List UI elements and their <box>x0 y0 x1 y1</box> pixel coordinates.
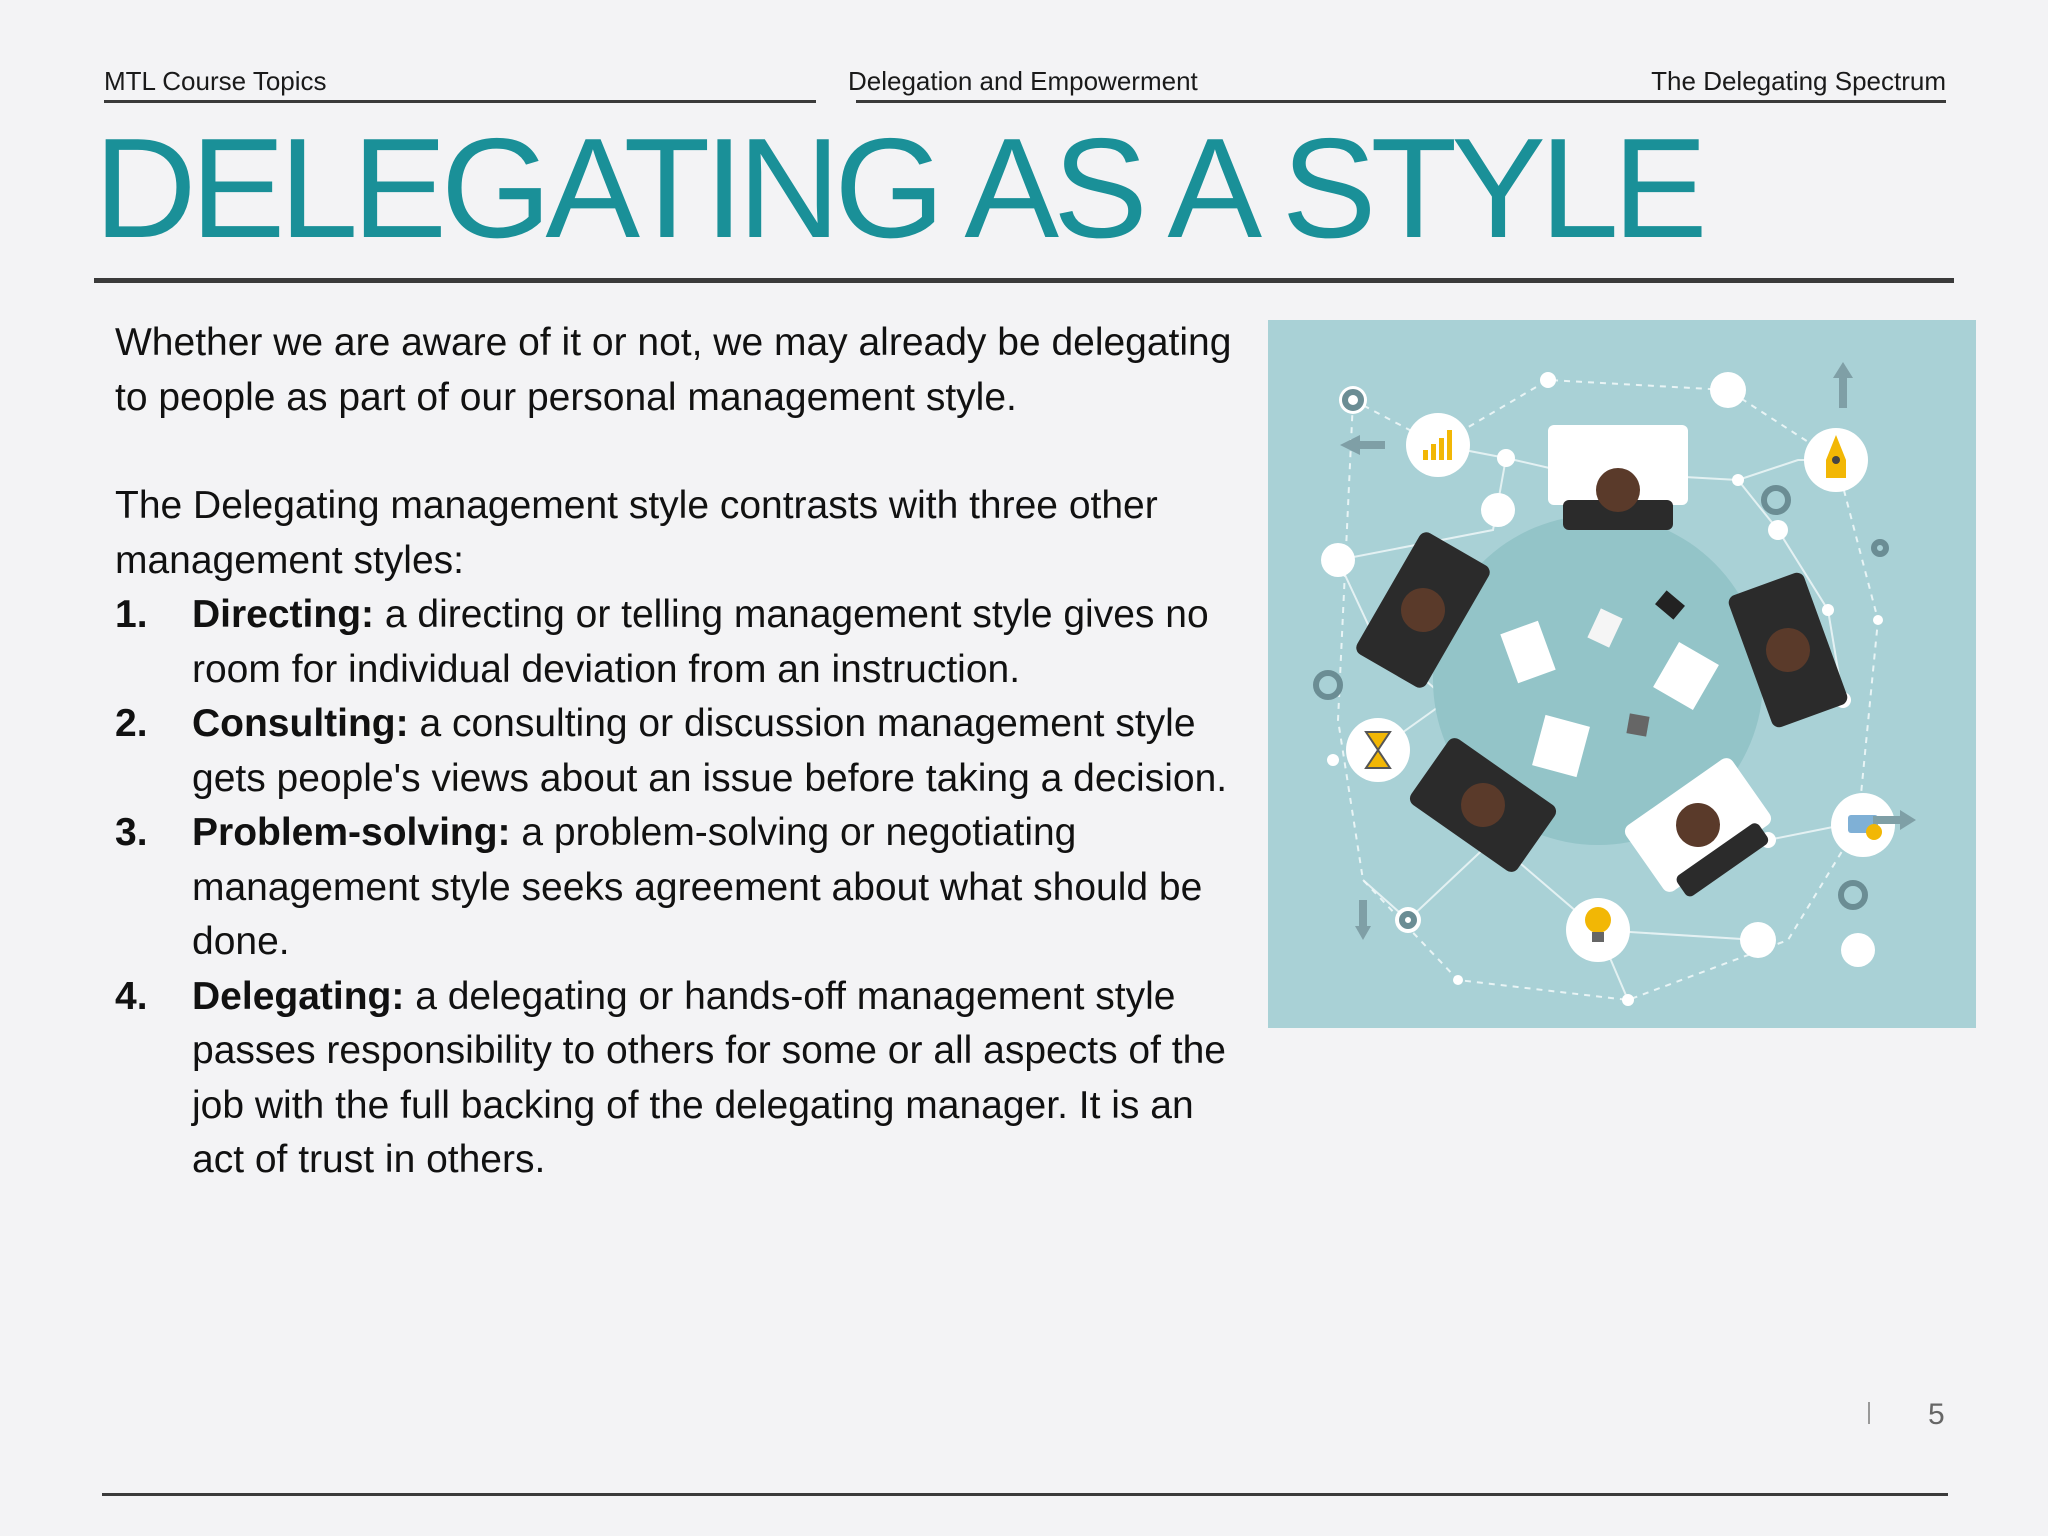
list-number: 2. <box>115 702 148 745</box>
header-center-rule <box>856 100 1946 103</box>
page-number: 5 <box>1928 1398 1945 1431</box>
management-styles-list <box>115 588 1235 1188</box>
list-item <box>115 697 1235 806</box>
header-left-rule <box>104 100 816 103</box>
style-term: Problem-solving: <box>192 811 511 854</box>
list-item <box>115 806 1235 970</box>
slide-title: DELEGATING AS A STYLE <box>94 109 1702 268</box>
style-description: a directing or telling management style gives no room for individual deviation from an instruction. <box>192 593 1209 691</box>
footer-rule <box>102 1493 1948 1496</box>
title-rule <box>94 278 1954 283</box>
style-description: a consulting or discussion management style gets people's views about an issue before taking a decision. <box>192 702 1228 800</box>
list-number: 3. <box>115 811 148 854</box>
style-description: a delegating or hands-off management style passes responsibility to others for some or all aspects of the job with the full backing of the delegating manager. It is an act of trust in others. <box>192 974 1226 1181</box>
header-right: The Delegating Spectrum <box>1651 66 1946 96</box>
style-term: Consulting: <box>192 702 409 745</box>
style-term: Delegating: <box>192 974 405 1018</box>
list-item <box>115 970 1235 1188</box>
page-number-separator <box>1868 1402 1870 1424</box>
meeting-table-illustration <box>1268 320 1976 1028</box>
style-term: Directing: <box>192 593 375 636</box>
intro-paragraph: Whether we are aware of it or not, we may already be delegating to people as part of our personal management style. <box>115 321 1232 419</box>
lead-paragraph: The Delegating management style contrasts with three other management styles: <box>115 484 1158 582</box>
list-number: 1. <box>115 593 148 636</box>
list-item <box>115 588 1235 697</box>
slide-body <box>115 316 1235 1188</box>
header-left: MTL Course Topics <box>104 66 327 96</box>
list-number: 4. <box>115 974 148 1018</box>
header-center: Delegation and Empowerment <box>848 66 1198 96</box>
style-description: a problem-solving or negotiating management style seeks agreement about what should be done. <box>192 811 1203 963</box>
